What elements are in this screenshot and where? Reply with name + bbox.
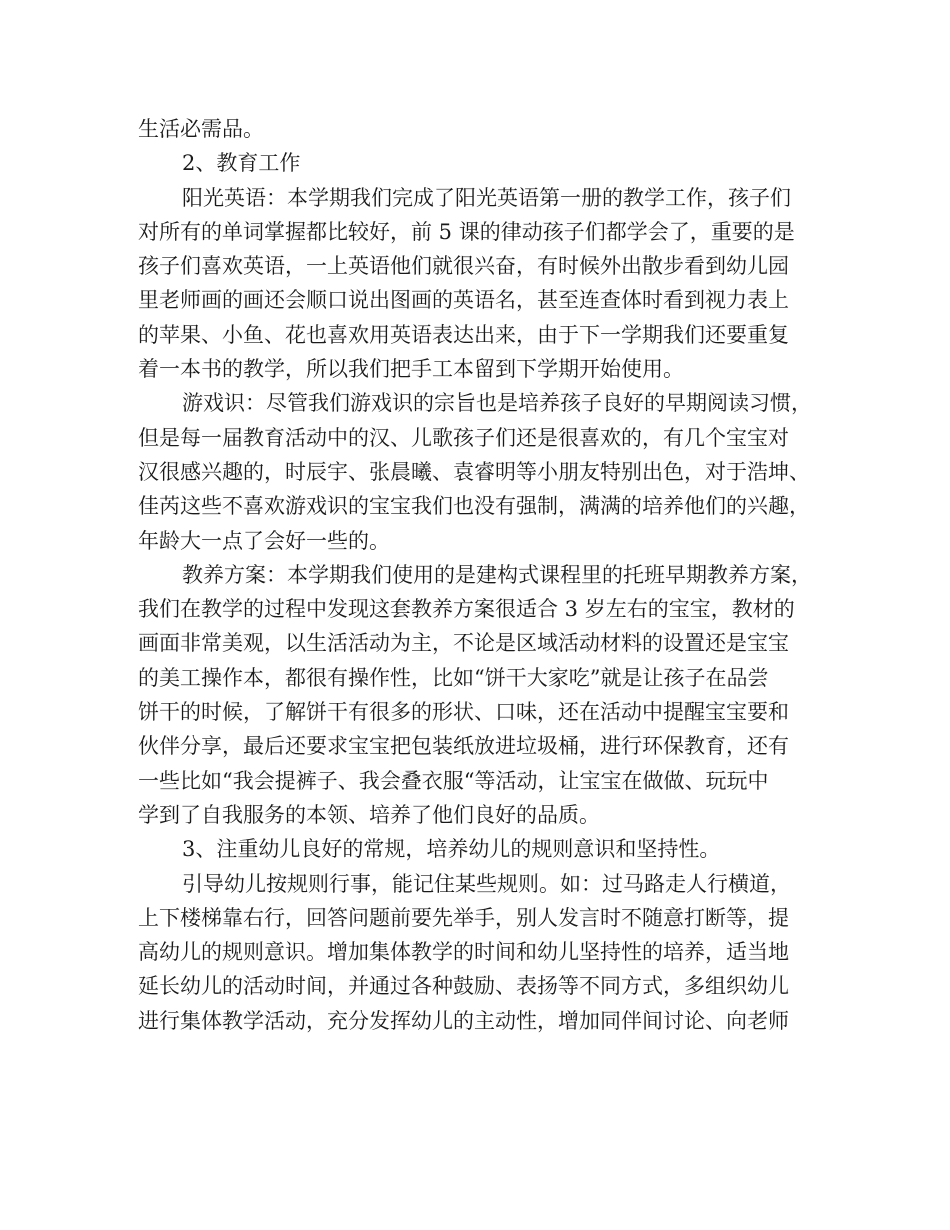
text-line: 饼干的时候，了解饼干有很多的形状、口味，还在活动中提醒宝宝要和 bbox=[138, 700, 789, 725]
text-line: 的苹果、小鱼、花也喜欢用英语表达出来，由于下一学期我们还要重复 bbox=[138, 322, 789, 347]
text-line: 我们在教学的过程中发现这套教养方案很适合 3 岁左右的宝宝，教材的 bbox=[138, 597, 795, 622]
text-line: 佳芮这些不喜欢游戏识的宝宝我们也没有强制，满满的培养他们的兴趣， bbox=[138, 494, 810, 519]
text-line: 引导幼儿按规则行事，能记住某些规则。如：过马路走人行横道， bbox=[182, 871, 791, 896]
text-line: 延长幼儿的活动时间，并通过各种鼓励、表扬等不同方式，多组织幼儿 bbox=[138, 974, 789, 999]
text-line: 对所有的单词掌握都比较好，前 5 课的律动孩子们都学会了，重要的是 bbox=[138, 219, 795, 244]
text-line: 2、教育工作 bbox=[182, 151, 301, 176]
text-line: 游戏识：尽管我们游戏识的宗旨也是培养孩子良好的早期阅读习惯， bbox=[182, 391, 812, 416]
document-body bbox=[138, 112, 828, 1038]
text-line: 伙伴分享，最后还要求宝宝把包装纸放进垃圾桶，进行环保教育，还有 bbox=[138, 734, 789, 759]
text-line: 着一本书的教学，所以我们把手工本留到下学期开始使用。 bbox=[138, 357, 684, 382]
text-line: 进行集体教学活动，充分发挥幼儿的主动性，增加同伴间讨论、向老师 bbox=[138, 1008, 789, 1033]
text-line: 年龄大一点了会好一些的。 bbox=[138, 528, 390, 553]
text-line: 里老师画的画还会顺口说出图画的英语名，甚至连查体时看到视力表上 bbox=[138, 288, 789, 313]
text-line: 阳光英语：本学期我们完成了阳光英语第一册的教学工作，孩子们 bbox=[182, 185, 791, 210]
text-line: 画面非常美观，以生活活动为主，不论是区域活动材料的设置还是宝宝 bbox=[138, 631, 789, 656]
text-line: 但是每一届教育活动中的汉、儿歌孩子们还是很喜欢的，有几个宝宝对 bbox=[138, 425, 789, 450]
text-line: 3、注重幼儿良好的常规，培养幼儿的规则意识和坚持性。 bbox=[182, 837, 721, 862]
text-line: 教养方案：本学期我们使用的是建构式课程里的托班早期教养方案， bbox=[182, 562, 812, 587]
text-line: 的美工操作本，都很有操作性，比如“饼干大家吃”就是让孩子在品尝 bbox=[138, 665, 769, 690]
text-line: 高幼儿的规则意识。增加集体教学的时间和幼儿坚持性的培养，适当地 bbox=[138, 940, 789, 965]
text-line: 学到了自我服务的本领、培养了他们良好的品质。 bbox=[138, 802, 600, 827]
text-line: 孩子们喜欢英语，一上英语他们就很兴奋，有时候外出散步看到幼儿园 bbox=[138, 254, 789, 279]
text-line: 汉很感兴趣的，时辰宇、张晨曦、袁睿明等小朋友特别出色，对于浩坤、 bbox=[138, 459, 810, 484]
text-line: 生活必需品。 bbox=[138, 117, 264, 141]
text-line: 上下楼梯靠右行，回答问题前要先举手，别人发言时不随意打断等，提 bbox=[138, 905, 789, 930]
text-line: 一些比如“我会提裤子、我会叠衣服“等活动，让宝宝在做做、玩玩中 bbox=[138, 768, 769, 793]
